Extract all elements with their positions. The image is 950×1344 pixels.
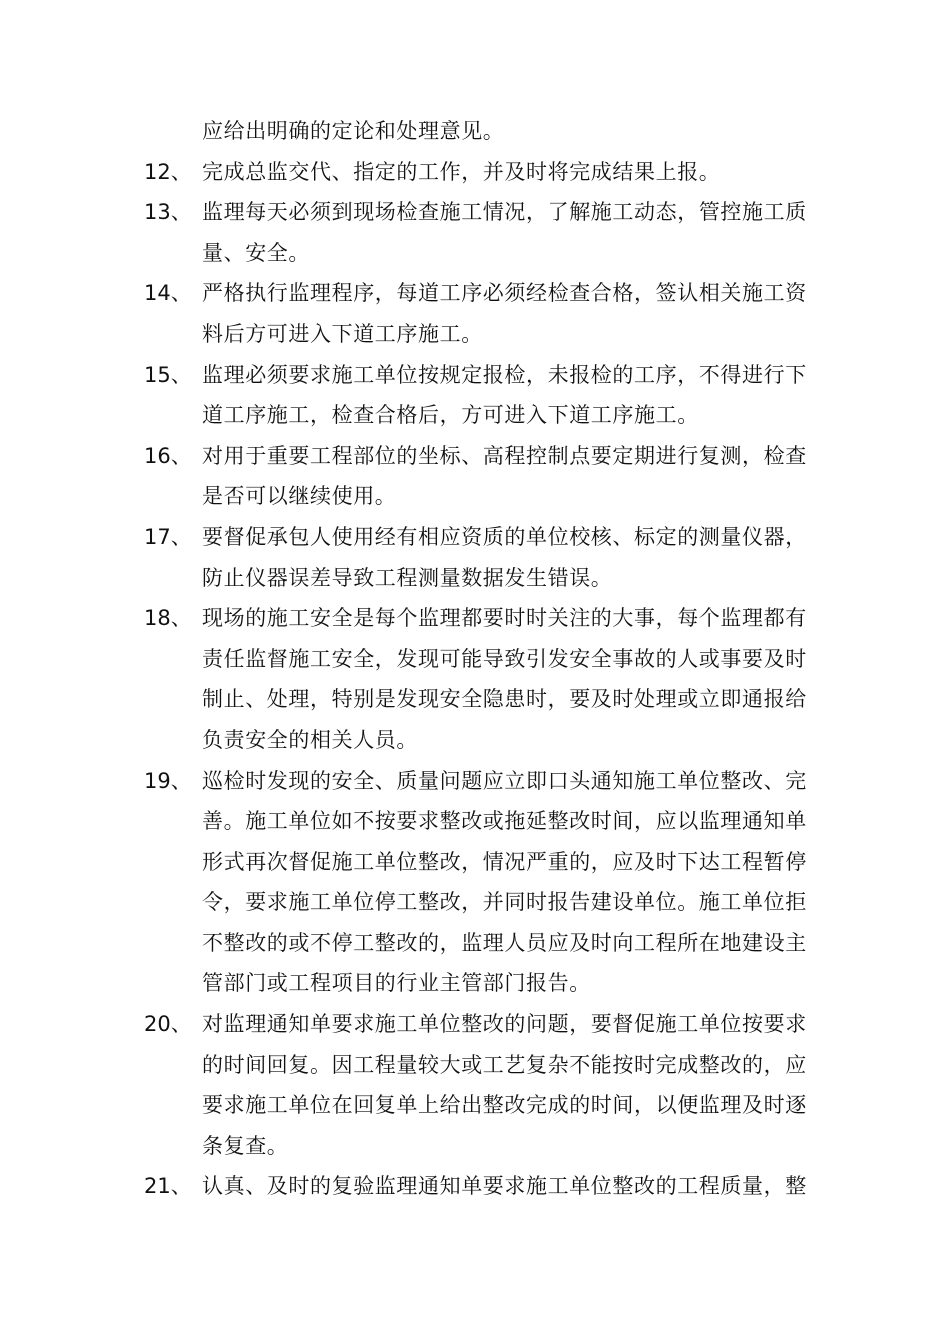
list-item-14	[0, 273, 950, 314]
item-text-line: 严格执行监理程序，每道工序必须经检查合格，签认相关施工资	[202, 281, 807, 306]
continuation-line	[0, 111, 950, 152]
item-number: 19、	[144, 768, 192, 793]
list-item-19	[0, 761, 950, 802]
list-item-18-continuation	[0, 679, 950, 720]
item-number: 13、	[144, 200, 192, 225]
list-item-19-continuation	[0, 842, 950, 883]
item-text-line: 制止、处理，特别是发现安全隐患时，要及时处理或立即通报给	[202, 687, 807, 712]
item-text-line: 料后方可进入下道工序施工。	[202, 321, 483, 346]
list-item-17-continuation	[0, 558, 950, 599]
item-text-line: 的时间回复。因工程量较大或工艺复杂不能按时完成整改的，应	[202, 1052, 807, 1077]
item-text-line: 现场的施工安全是每个监理都要时时关注的大事，每个监理都有	[202, 606, 807, 631]
list-item-19-continuation	[0, 923, 950, 964]
item-text-line: 巡检时发现的安全、质量问题应立即口头通知施工单位整改、完	[202, 768, 807, 793]
list-item-13	[0, 192, 950, 233]
item-text-line: 道工序施工，检查合格后，方可进入下道工序施工。	[202, 403, 699, 428]
item-text-line: 要督促承包人使用经有相应资质的单位校核、标定的测量仪器，	[202, 524, 807, 549]
list-item-20	[0, 1004, 950, 1045]
item-11-text-line: 应给出明确的定论和处理意见。	[202, 119, 505, 143]
list-item-16	[0, 436, 950, 477]
item-text-line: 要求施工单位在回复单上给出整改完成的时间，以便监理及时逐	[202, 1093, 807, 1118]
list-item-18	[0, 598, 950, 639]
item-text-line: 是否可以继续使用。	[202, 484, 397, 509]
item-text-line: 不整改的或不停工整改的，监理人员应及时向工程所在地建设主	[202, 930, 807, 955]
item-text-line: 善。施工单位如不按要求整改或拖延整改时间，应以监理通知单	[202, 809, 807, 834]
list-item-18-continuation	[0, 720, 950, 761]
list-item-14-continuation	[0, 314, 950, 355]
list-item-18-continuation	[0, 639, 950, 680]
item-number: 21、	[144, 1174, 192, 1199]
item-text-line: 令，要求施工单位停工整改，并同时报告建设单位。施工单位拒	[202, 890, 807, 915]
item-text-line: 防止仪器误差导致工程测量数据发生错误。	[202, 565, 613, 590]
item-text-line: 形式再次督促施工单位整改，情况严重的，应及时下达工程暂停	[202, 849, 807, 874]
item-number: 14、	[144, 281, 192, 306]
item-text-line: 管部门或工程项目的行业主管部门报告。	[202, 971, 591, 996]
item-text-line: 条复查。	[202, 1133, 289, 1158]
item-text-line: 对监理通知单要求施工单位整改的问题，要督促施工单位按要求	[202, 1012, 807, 1037]
item-text-line: 监理每天必须到现场检查施工情况，了解施工动态，管控施工质	[202, 200, 807, 225]
list-item-16-continuation	[0, 476, 950, 517]
document-body	[0, 111, 950, 1207]
list-item-20-continuation	[0, 1126, 950, 1167]
list-item-17	[0, 517, 950, 558]
item-text-line: 认真、及时的复验监理通知单要求施工单位整改的工程质量，整	[202, 1174, 807, 1199]
item-number: 20、	[144, 1012, 192, 1037]
list-item-20-continuation	[0, 1045, 950, 1086]
item-number: 15、	[144, 362, 192, 387]
list-item-20-continuation	[0, 1085, 950, 1126]
item-number: 17、	[144, 524, 192, 549]
item-number: 12、	[144, 159, 192, 184]
list-item-15-continuation	[0, 395, 950, 436]
list-item-15	[0, 355, 950, 396]
item-number: 16、	[144, 443, 192, 468]
item-text-line: 完成总监交代、指定的工作，并及时将完成结果上报。	[202, 159, 721, 184]
item-text-line: 量、安全。	[202, 240, 310, 265]
list-item-19-continuation	[0, 963, 950, 1004]
list-item-19-continuation	[0, 801, 950, 842]
list-item-12	[0, 152, 950, 193]
list-item-13-continuation	[0, 233, 950, 274]
list-item-19-continuation	[0, 882, 950, 923]
item-text-line: 负责安全的相关人员。	[202, 727, 418, 752]
item-number: 18、	[144, 606, 192, 631]
item-text-line: 监理必须要求施工单位按规定报检，未报检的工序，不得进行下	[202, 362, 807, 387]
item-text-line: 对用于重要工程部位的坐标、高程控制点要定期进行复测，检查	[202, 443, 807, 468]
list-item-21	[0, 1166, 950, 1207]
item-text-line: 责任监督施工安全，发现可能导致引发安全事故的人或事要及时	[202, 646, 807, 671]
